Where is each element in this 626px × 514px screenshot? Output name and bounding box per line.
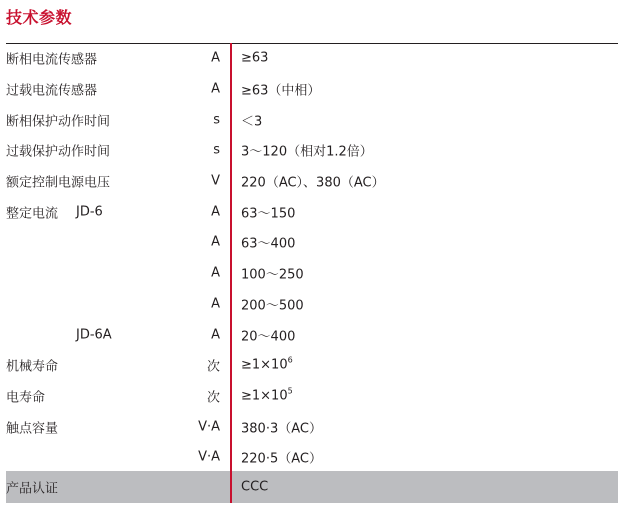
param-name: 触点容量 xyxy=(6,421,59,437)
param-unit: s xyxy=(213,112,220,128)
param-unit: A xyxy=(211,327,220,343)
value-exponent: 5 xyxy=(287,386,293,396)
param-name: 断相电流传感器 xyxy=(6,52,98,68)
table-row xyxy=(0,227,626,258)
param-name: 额定控制电源电压 xyxy=(6,175,111,191)
param-value: 200～500 xyxy=(241,298,304,314)
table-row xyxy=(0,381,626,412)
certification-row xyxy=(0,471,626,503)
param-value: 3～120（相对1.2倍） xyxy=(241,144,373,160)
spec-table xyxy=(0,43,626,497)
param-name: 断相保护动作时间 xyxy=(6,114,111,130)
param-unit: V·A xyxy=(198,449,220,465)
param-value: ≥63（中相） xyxy=(241,83,321,99)
param-value: 220·5（AC） xyxy=(241,451,322,467)
column-divider xyxy=(230,43,232,503)
value-exponent: 6 xyxy=(287,355,293,365)
param-value: CCC xyxy=(241,479,269,495)
param-unit: 次 xyxy=(206,390,220,406)
table-row xyxy=(0,258,626,289)
param-unit: A xyxy=(211,265,220,281)
table-row xyxy=(0,442,626,473)
param-unit: A xyxy=(211,234,220,250)
table-row xyxy=(0,74,626,105)
param-value xyxy=(241,355,293,373)
param-unit: s xyxy=(213,142,220,158)
param-name: 产品认证 xyxy=(6,481,59,497)
param-value: ≥63 xyxy=(241,50,269,66)
table-row xyxy=(0,411,626,442)
param-name: 过载电流传感器 xyxy=(6,83,98,99)
param-value xyxy=(241,388,293,403)
value-base: ≥1×10 xyxy=(241,388,288,404)
param-name: 过载保护动作时间 xyxy=(6,144,111,160)
page-title: 技术参数 xyxy=(6,8,73,27)
table-row xyxy=(0,166,626,197)
param-model: JD-6A xyxy=(76,327,112,343)
param-unit: A xyxy=(211,296,220,312)
param-unit: V·A xyxy=(198,419,220,435)
table-row xyxy=(0,43,626,74)
param-value: 63～400 xyxy=(241,236,296,252)
param-unit: A xyxy=(211,204,220,220)
param-unit: 次 xyxy=(206,359,220,375)
param-value: 20～400 xyxy=(241,329,296,345)
table-row xyxy=(0,135,626,166)
param-name: 整定电流 xyxy=(6,206,59,222)
param-unit: V xyxy=(211,173,220,189)
param-value: 100～250 xyxy=(241,267,304,283)
param-name: 机械寿命 xyxy=(6,359,59,375)
param-value: 380·3（AC） xyxy=(241,421,322,437)
param-value: ＜3 xyxy=(241,114,263,130)
table-row xyxy=(0,196,626,227)
table-row xyxy=(0,289,626,320)
param-model: JD-6 xyxy=(76,204,103,220)
row-shading xyxy=(6,471,618,503)
table-row xyxy=(0,104,626,135)
table-row xyxy=(0,350,626,381)
param-value: 63～150 xyxy=(241,206,296,222)
value-base: ≥1×10 xyxy=(241,357,288,373)
table-row xyxy=(0,319,626,350)
param-value: 220（AC）、380（AC） xyxy=(241,175,385,191)
param-unit: A xyxy=(211,50,220,66)
param-unit: A xyxy=(211,81,220,97)
param-name: 电寿命 xyxy=(6,390,46,406)
